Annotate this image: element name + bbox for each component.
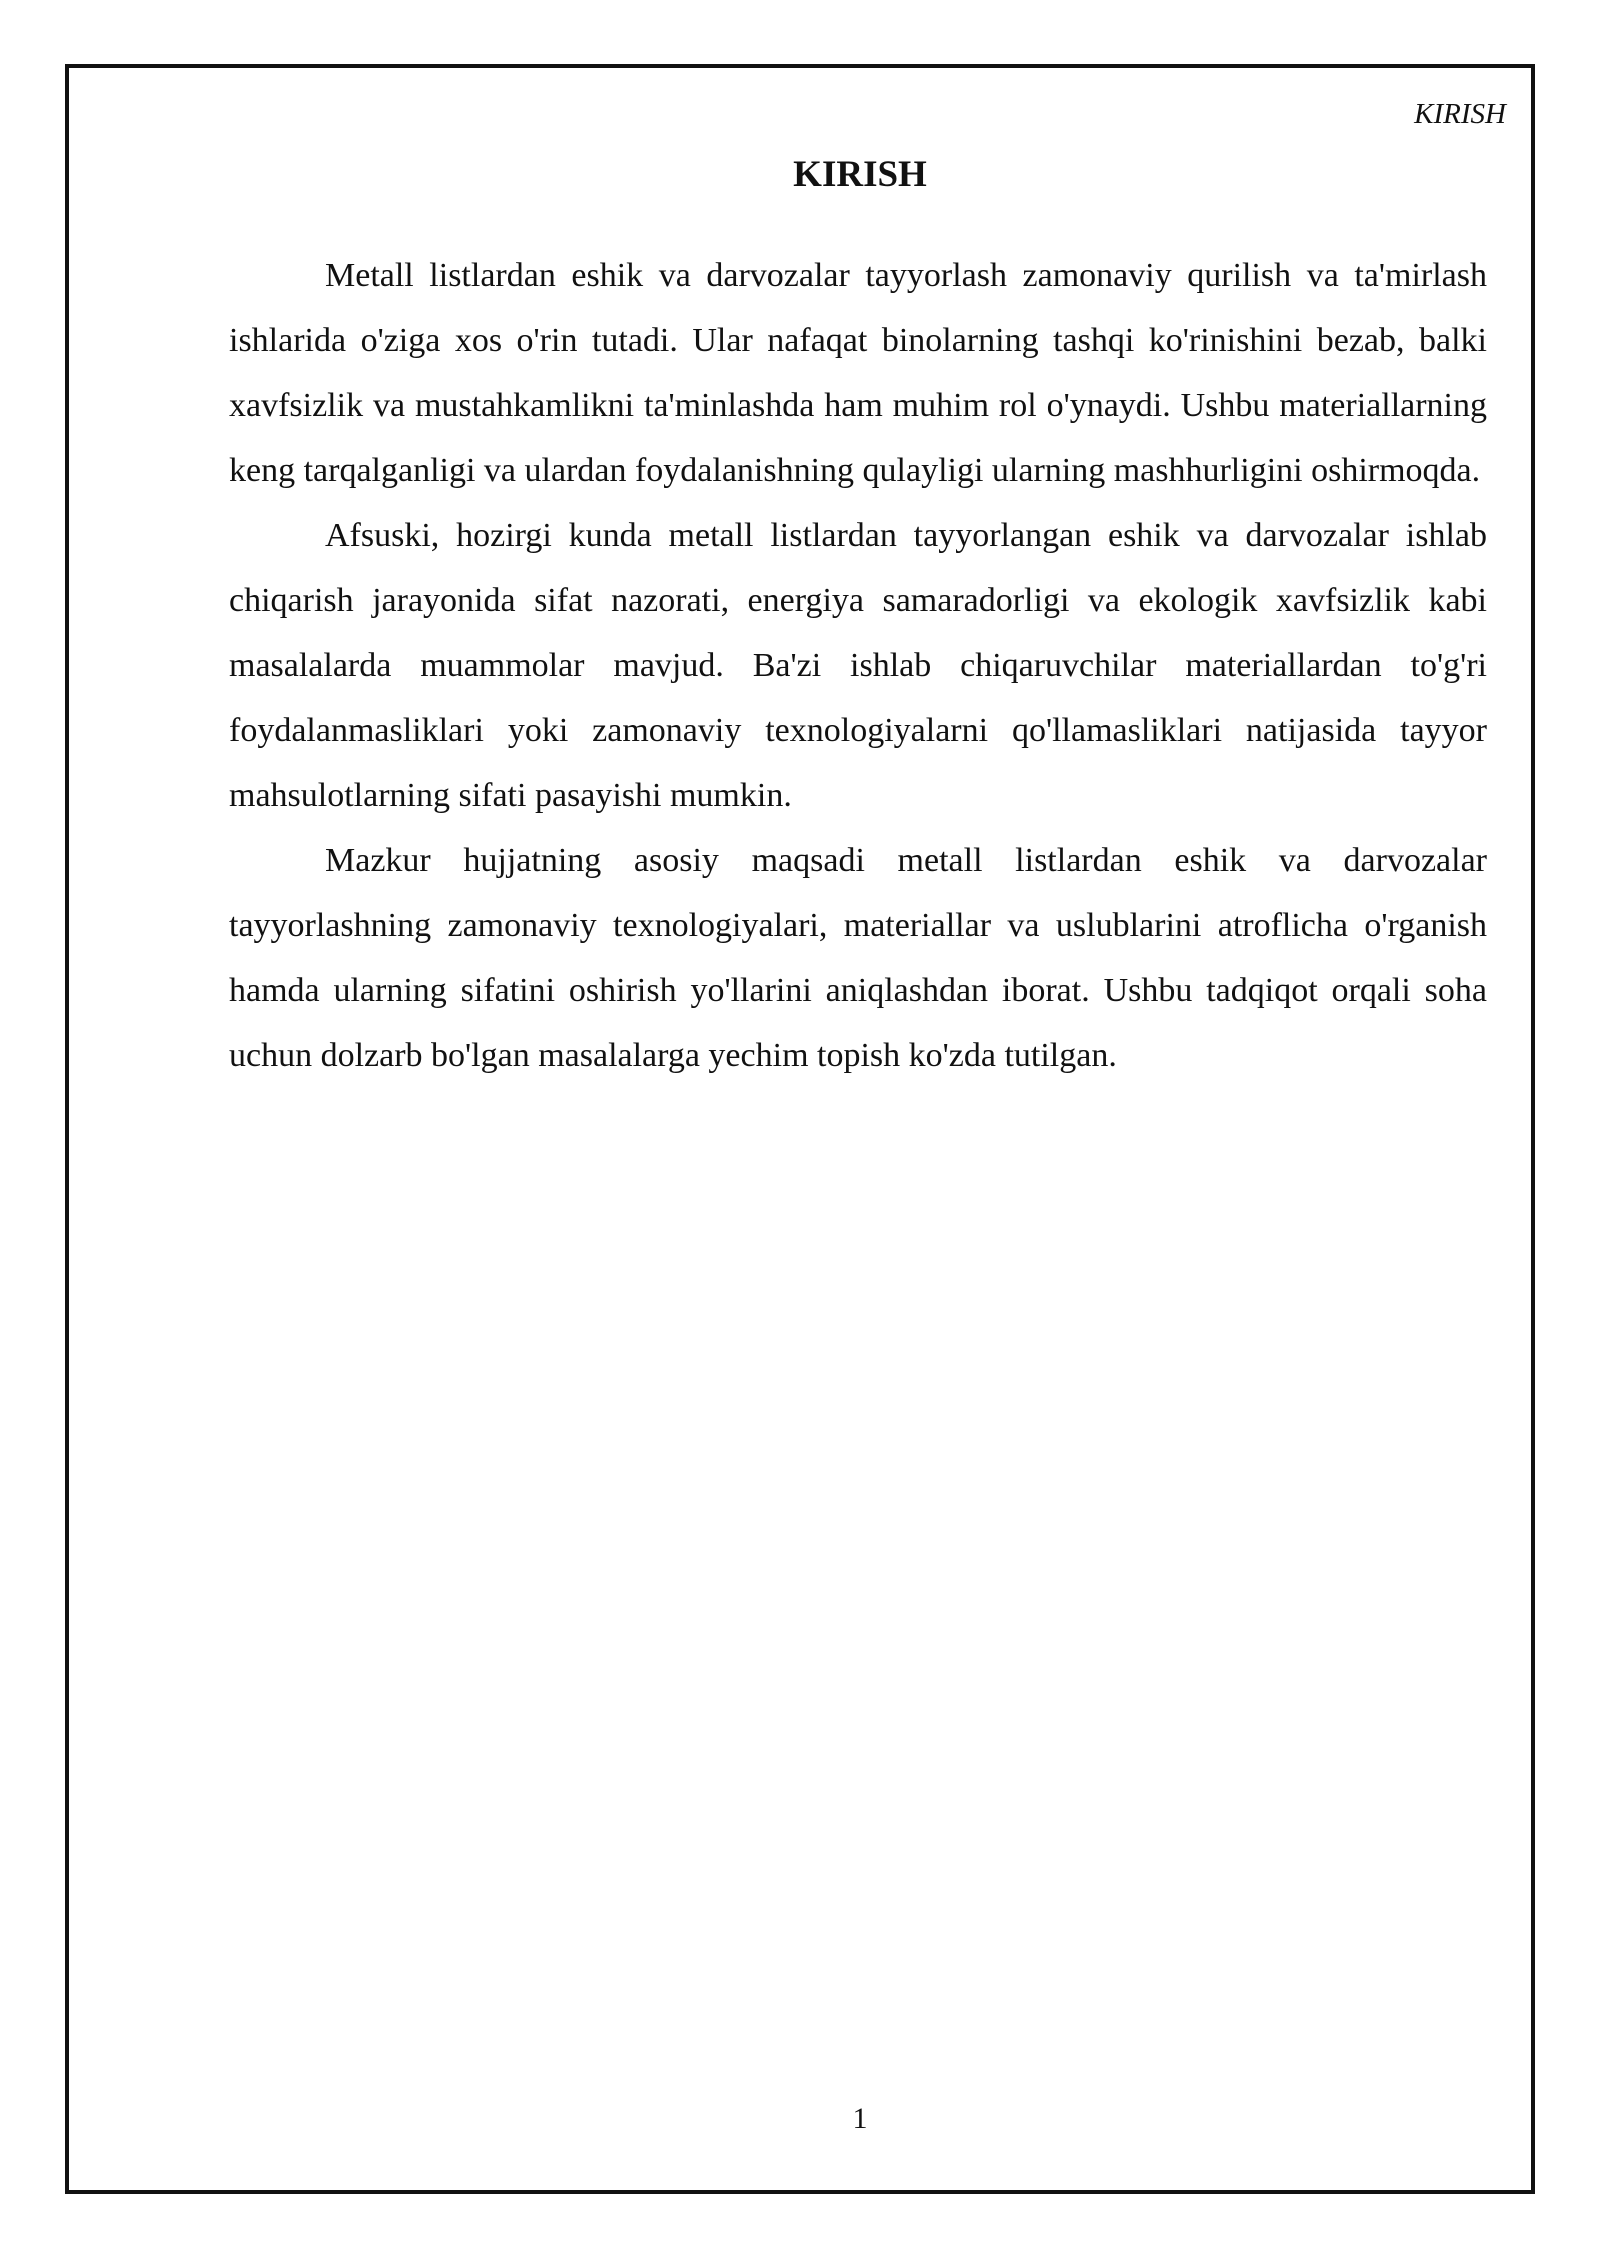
paragraph: Afsuski, hozirgi kunda metall listlardan tayyorlangan eshik va darvozalar ishlab chiqarish jarayonida sifat nazorati, energiya samaradorligi va ekologik xavfsizlik kabi masalalarda muammolar mavjud. Ba'zi ishlab chiqaruvchilar materiallardan to'g'ri foydalanmasliklari yoki zamonaviy texnologiyalarni qo'llamasliklari natijasida tayyor mahsulotlarning sifati pasayishi mumkin. [229, 517, 1487, 814]
paragraph: Metall listlardan eshik va darvozalar tayyorlash zamonaviy qurilish va ta'mirlash ishlarida o'ziga xos o'rin tutadi. Ular nafaqat binolarning tashqi ko'rinishini bezab, balki xavfsizlik va mustahkamlikni ta'minlashda ham muhim rol o'ynaydi. Ushbu materiallarning keng tarqalganligi va ulardan foydalanishning qulayligi ularning mashhurligini oshirmoqda. [229, 257, 1487, 489]
page-number: 1 [852, 2102, 868, 2135]
running-header: KIRISH [1414, 98, 1506, 130]
page-title: KIRISH [793, 154, 927, 195]
paragraph: Mazkur hujjatning asosiy maqsadi metall listlardan eshik va darvozalar tayyorlashning zamonaviy texnologiyalari, materiallar va uslublarini atroflicha o'rganish hamda ularning sifatini oshirish yo'llarini aniqlashdan iborat. Ushbu tadqiqot orqali soha uchun dolzarb bo'lgan masalalarga yechim topish ko'zda tutilgan. [229, 842, 1487, 1074]
body-text [229, 243, 1487, 1088]
